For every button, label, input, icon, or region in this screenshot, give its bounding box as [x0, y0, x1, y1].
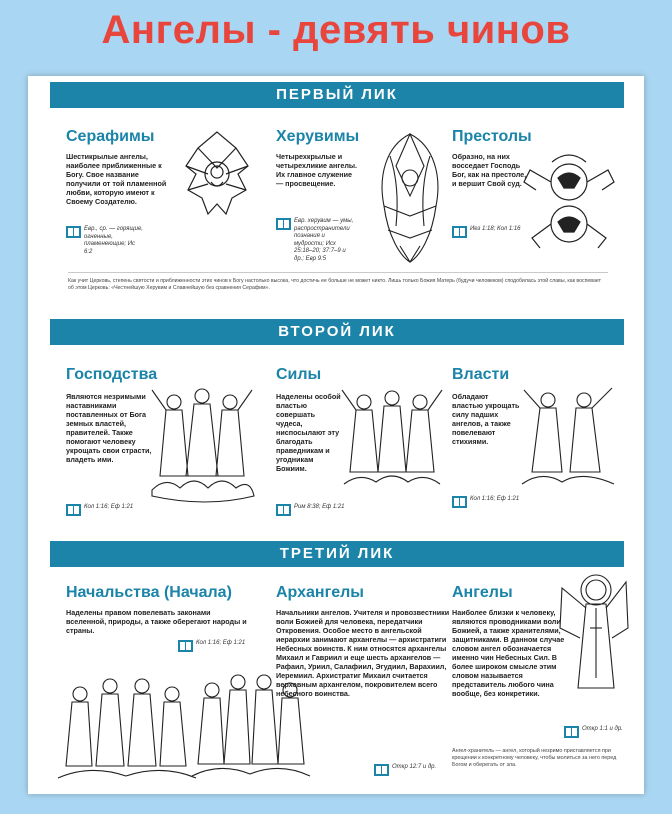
- section-header-first: ПЕРВЫЙ ЛИК: [50, 82, 624, 108]
- guardian-angel-note: Ангел-хранитель — ангел, который незримо приставляется при крещении к конкретному человеку, чтобы молиться за него перед Богом и оберегать от зла.: [452, 748, 617, 768]
- cherub-icon: [366, 126, 454, 266]
- rank-title-dominions: Господства: [66, 366, 158, 383]
- dominions-icon: [146, 380, 256, 512]
- rank-ref-seraphim: Евр., ср. — горящие, огненные, пламенеющие; Ис 6:2: [66, 226, 144, 256]
- section-note-first: Как учит Церковь, степень святости и приближенности этих чинов к Богу настолько высока, что достичь ее больше не может никто. Лишь только Божия Матерь (будучи человеком) сподобилась этой славы, как воспевает об этом Церковь: «Честнейшую Херувим и Славнейшую без сравнения Серафим».: [68, 278, 601, 291]
- rank-title-powers: Власти: [452, 366, 510, 383]
- section-header-second: ВТОРОЙ ЛИК: [50, 319, 624, 345]
- rank-ref-powers: Кол 1:16; Еф 1:21: [452, 496, 519, 508]
- rank-title-virtues: Силы: [276, 366, 322, 383]
- rank-text-powers: Обладают властью укрощать силу падших ангелов, а также повелевают стихиями.: [452, 392, 520, 446]
- rank-title-archangels: Архангелы: [276, 584, 364, 601]
- rank-title-angels: Ангелы: [452, 584, 513, 601]
- rank-text-thrones: Образно, на них восседает Господь Бог, как на престоле, и вершит Свой суд.: [452, 152, 527, 188]
- book-icon: [276, 218, 291, 230]
- throne-icon: [522, 142, 616, 264]
- rank-text-cherubim: Четырехкрылые и четырехликие ангелы. Их главное служение — просвещение.: [276, 152, 358, 188]
- page-title: Ангелы - девять чинов: [101, 8, 571, 52]
- powers-icon: [518, 380, 618, 492]
- book-icon: [564, 726, 579, 738]
- rank-text-angels: Наиболее близки к человеку, являются проводниками воли Божией, а также хранителями, защитниками. В данном случае словом ангел обозначается именно чин Небесных Сил. В более широком смысле этим словом называется представитель любого чина вообще, без конкретики.: [452, 608, 565, 698]
- rank-ref-principalities: Кол 1:16; Еф 1:21: [178, 640, 245, 652]
- rank-text-seraphim: Шестикрылые ангелы, наиболее приближенные к Богу. Свое название получили от той пламенной любви, которую имеют к Своему Создателю.: [66, 152, 167, 206]
- rank-text-archangels: Начальники ангелов. Учителя и провозвестники воли Божией для человека, передатчики Откровения. Особое место в ангельской иерархии занимают архангелы — архистратиги Небесных воинств. К ним относятся архангелы Михаил и Гавриил и еще шесть архангелов — Рафаил, Уриил, Салафиил, Эгудиил, Варахиил, Иеремиил. Архистратиг Михаил считается верховным архангелом, покровителем всего небесного воинства.: [276, 608, 450, 698]
- angel-icon: [556, 568, 630, 696]
- principalities-icon: [54, 666, 200, 786]
- poster: [28, 76, 644, 794]
- rank-ref-cherubim: Евр. херувим — умы, распространители познания и мудрости; Исх 25:18–20; 37:7–9 и др.; Евр 9:5: [276, 218, 354, 263]
- rank-ref-virtues: Рим 8:38; Еф 1:21: [276, 504, 345, 516]
- book-icon: [178, 640, 193, 652]
- rank-ref-dominions: Кол 1:16; Еф 1:21: [66, 504, 133, 516]
- book-icon: [276, 504, 291, 516]
- rank-title-seraphim: Серафимы: [66, 128, 155, 145]
- rank-text-principalities: Наделены правом повелевать законами вселенной, природы, а также оберегают народы и страны.: [66, 608, 247, 635]
- section-header-third: ТРЕТИЙ ЛИК: [50, 541, 624, 567]
- book-icon: [452, 226, 467, 238]
- divider: [68, 272, 608, 273]
- book-icon: [66, 504, 81, 516]
- book-icon: [66, 226, 81, 238]
- book-icon: [374, 764, 389, 776]
- book-icon: [452, 496, 467, 508]
- rank-ref-angels: Откр 1:1 и др.: [564, 726, 623, 738]
- rank-text-dominions: Являются незримыми наставниками поставленных от Бога земных властей, правителей. Также помогают человеку укрощать свои страсти, владеть ими.: [66, 392, 152, 464]
- rank-title-principalities: Начальства (Начала): [66, 584, 232, 601]
- rank-title-cherubim: Херувимы: [276, 128, 360, 145]
- seraph-icon: [178, 128, 256, 220]
- rank-title-thrones: Престолы: [452, 128, 532, 145]
- rank-ref-archangels: Откр 12:7 и др.: [374, 764, 436, 776]
- rank-text-virtues: Наделены особой властью совершать чудеса, ниспосылают эту благодать праведникам и угодникам Божиим.: [276, 392, 341, 473]
- virtues-icon: [340, 384, 444, 492]
- rank-ref-thrones: Иез 1:18; Кол 1:16: [452, 226, 521, 238]
